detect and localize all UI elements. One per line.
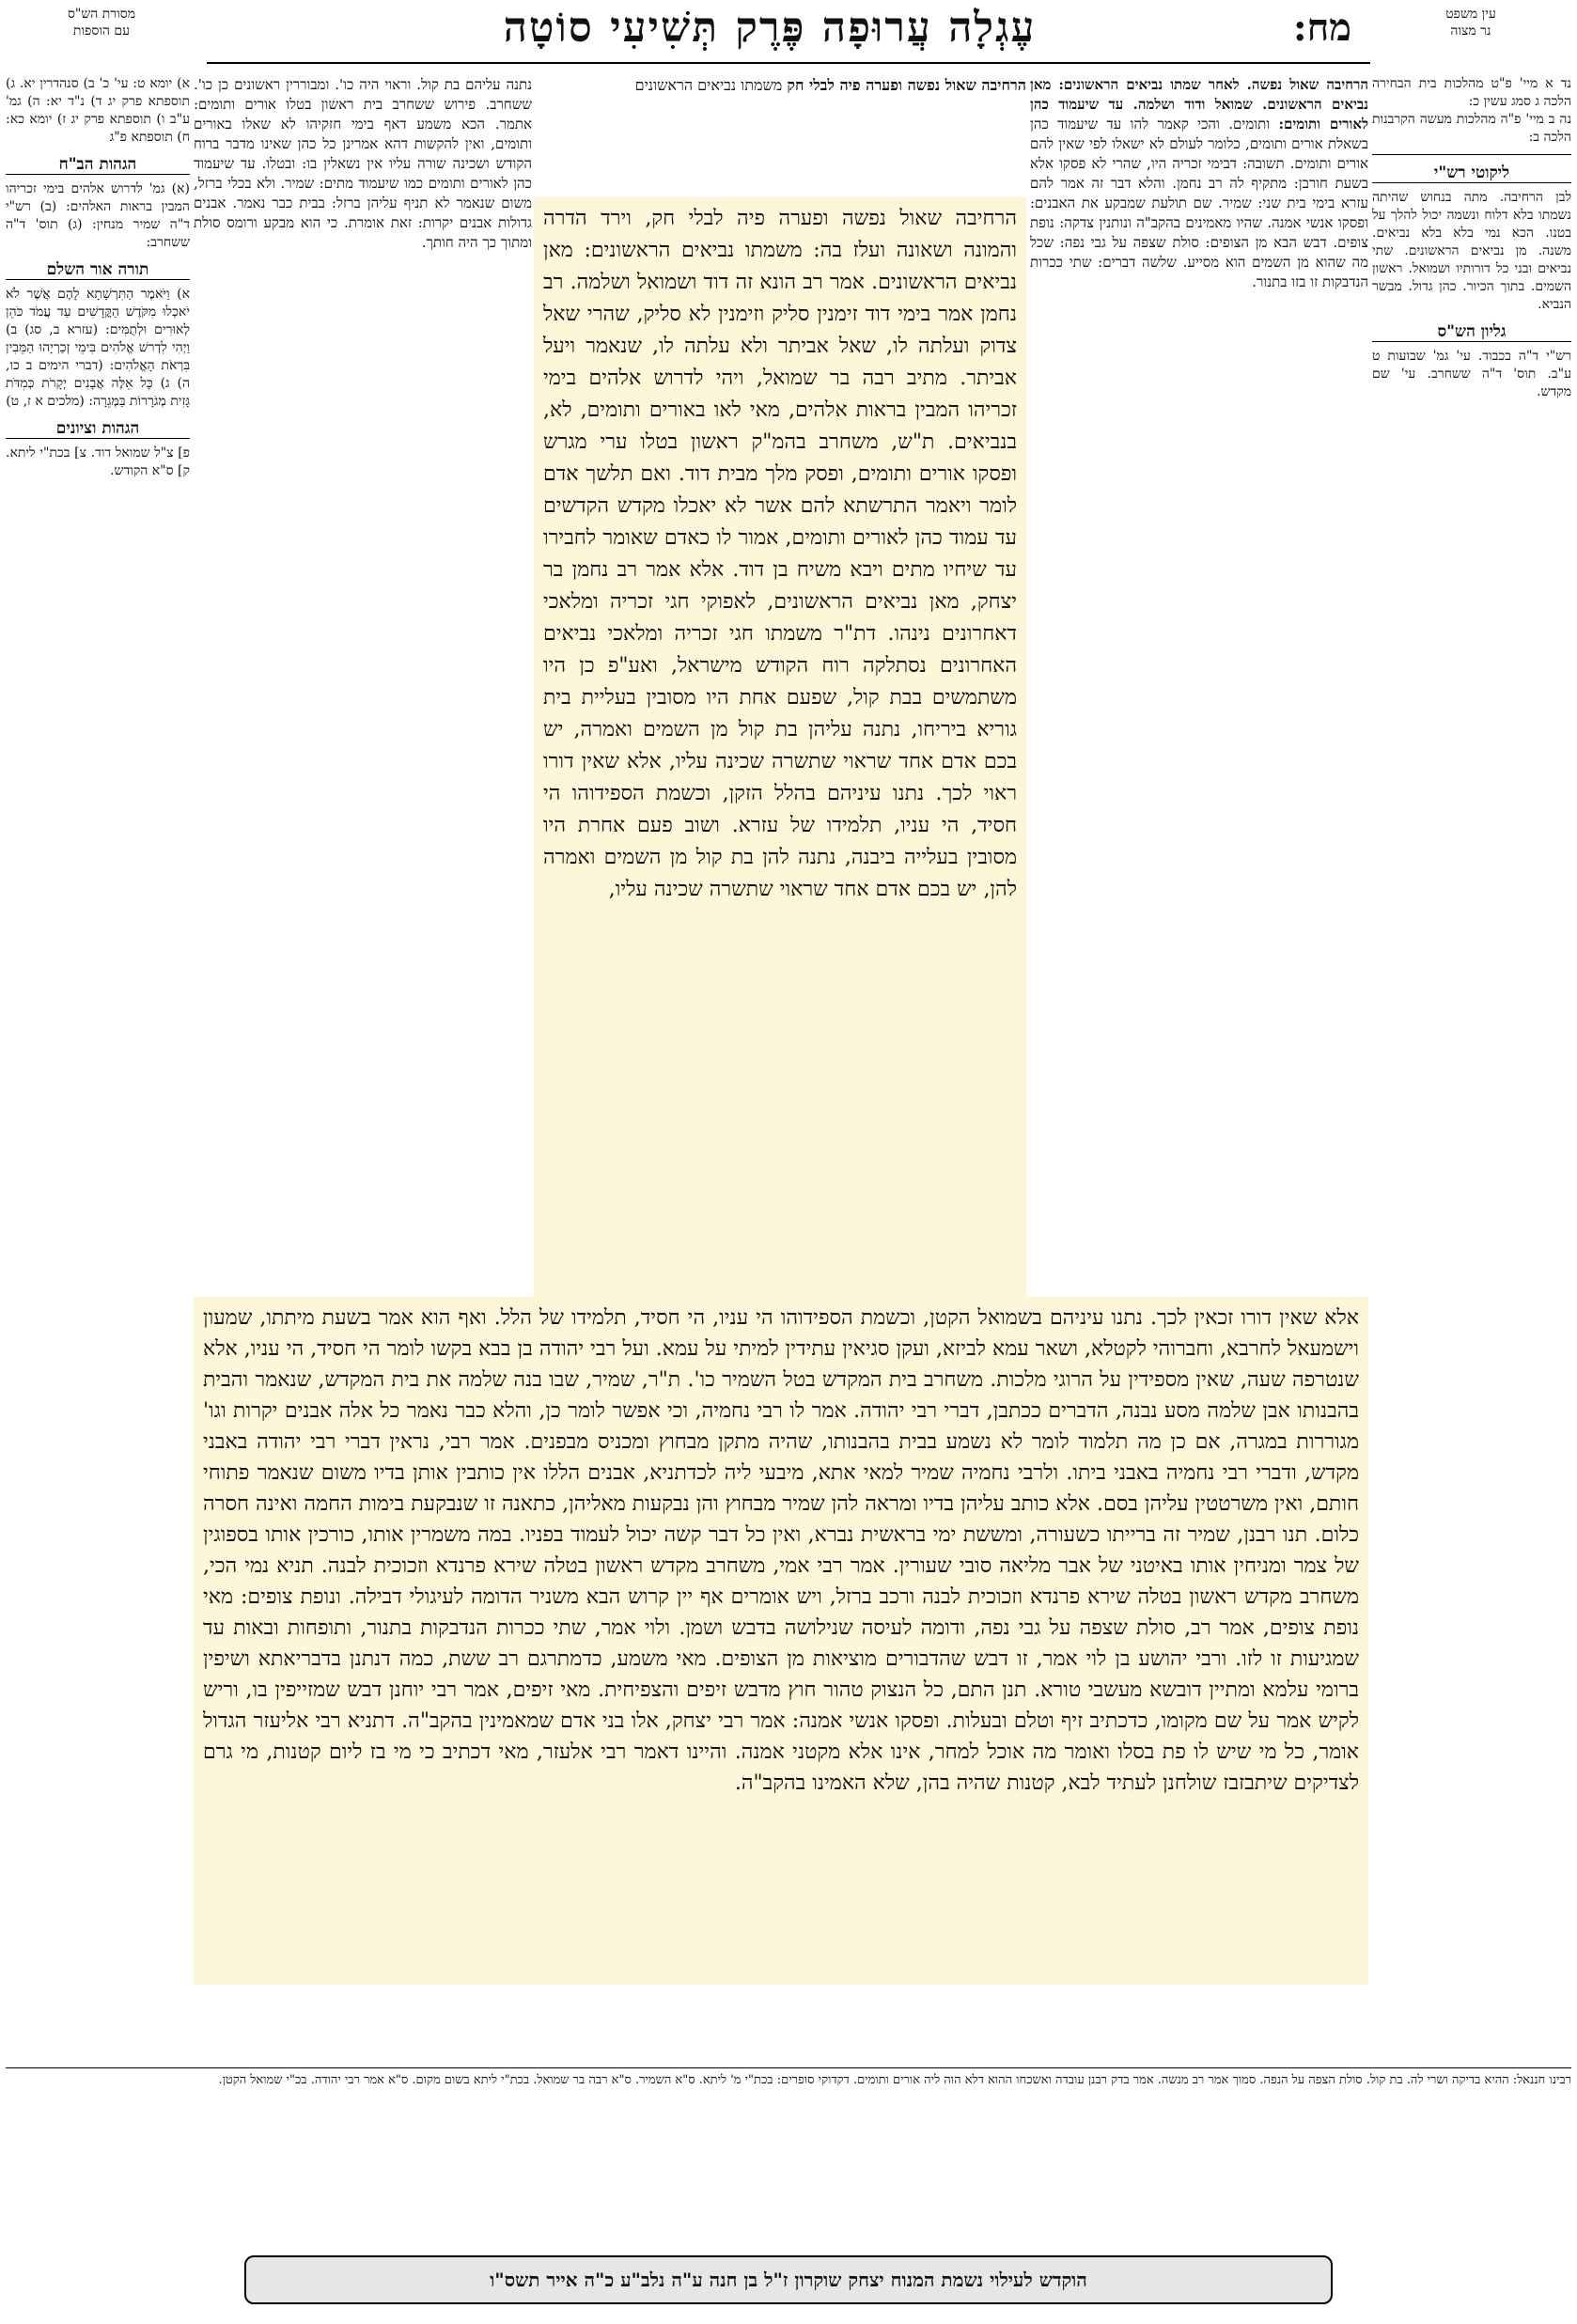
gemara-wide-content: אלא שאין דורו זכאין לכך. נתנו עיניהם בשמואל הקטן, וכשמת הספידוהו הי עניו, הי חסיד, תלמידו של הלל. ואף הוא אמר בשעת מיתתו, שמעון וישמעאל לחרבא, וחברוהי לקטלא, ושאר עמא לביזא, ועקן סגיאין עתידין למיתי על עמא. ועל רבי יהודה בן בבא בקשו לומר הי חסיד, הי עניו, אלא שנטרפה שעה, שאין מספידין על הרוגי מלכות. משחרב בית המקדש בטל השמיר כו'. ת"ר, שמיר, שבו בנה שלמה את בית המקדש, שנאמר והבית בהבנותו אבן שלמה מסע נבנה, הדברים ככתבן, דברי רבי יהודה. אמר לו רבי נחמיה, וכי אפשר לומר כן, והלא כבר נאמר כל אלה אבנים יקרות וגו' מגוררות במגרה, אם כן מה תלמוד לומר לא נשמע בבית בהבנותו, שהיה מתקן מבחוץ ומכניס מבפנים. אמר רבי, נראין דברי רבי יהודה באבני מקדש, ודברי רבי נחמיה באבני ביתו. ולרבי נחמיה שמיר למאי אתא, מיבעי ליה לכדתניא, אבנים הללו אין כותבין אותן בדיו משום שנאמר פתוחי חותם, ואין משרטטין עליהן בסם. אלא כותב עליהן בדיו ומראה להן שמיר מבחוץ והן נבקעות מאליהן, כתאנה זו שנבקעת בימות החמה ואינה חסרה כלום. תנו רבנן, שמיר זה ברייתו כשעורה, ומששת ימי בראשית נברא, ואין כל דבר קשה יכול לעמוד בפניו. במה משמרין אותו, כורכין אותו בספוגין של צמר ומניחין אותו באיטני של אבר מליאה סובי שעורין. אמר רבי אמי, משחרב מקדש ראשון בטלה שירא פרנדא וזכוכית לבנה. תניא נמי הכי, משחרב מקדש ראשון בטלה שירא פרנדא וזכוכית לבנה ורכב ברזל, ויש אומרים אף יין קרוש הבא משניר הדומה לעיגולי דבילה. ונופת צופים: מאי נופת צופים, אמר רב, סולת שצפה על גבי נפה, ודומה לעיסה שנילושה בדבש ושמן. ולוי אמר, שתי ככרות הנדבקות בתנור, ותופחות ובאות עד שמגיעות זו לזו. ורבי יהושע בן לוי אמר, זו דבש שהדבורים מוציאות מן הצופים. מאי משמע, כדמתרגם רב ששת, כמה דנתנן בדבריאתא ושיפין ברומי עלמא ומתיין דובשא מעשבי טורא. תנן התם, כל הנצוק טהור חוץ מדבש זיפים והצפיחית. מאי זיפים, אמר רבי יוחנן דבש שמזייפין בו, וריש לקיש אמר על שם מקומו, כדכתיב זיף וטלם ובעלות. ופסקו אנשי אמנה: אמר רבי יצחק, אלו בני אדם שמאמינין בהקב"ה. דתניא רבי אליעזר הגדול אומר, כל מי שיש לו פת בסלו ואומר מה אוכל למחר, אינו אלא מקטני אמנה. והיינו דאמר רבי אלעזר, מאי דכתיב כי מי בז ליום קטנות, מי גרם לצדיקים שיתבזבז שולחנן לעתיד לבא, קטנות שהיה בהן, שלא האמינו בהקב"ה.: [203, 1306, 1359, 1795]
masoret-hashas-text: א) יומא ט: עי' כ' ב) סנהדרין יא. ג) תוספתא פרק יג ד) נ"ד יא: ה) גמ' ע"ב ו) תוספתא פרק יג ז) יומא כא: ח) תוספתא פ"ג: [6, 76, 190, 145]
daf-number: מח:: [1292, 6, 1351, 50]
gemara-top-wrap: [534, 75, 1026, 195]
gemara-text: הרחיבה שאול נפשה ופערה פיה לבלי חק, וירד הדרה והמונה ושאונה ועלז בה: משמתו נביאים הראשונים: מאן נביאים הראשונים. אמר רב הונא זה דוד ושמואל ושלמה. רב נחמן אמר בימי דוד זימנין סליק וזימנין לא סליק, שהרי שאל צדוק ועלתה לו, שאל אביתר ולא עלתה לו, שנאמר ויעל אביתר. מתיב רבה בר שמואל, ויהי לדרוש אלהים בימי זכריהו המבין בראות אלהים, מאי לאו באורים ותומים, לא, בנביאים. ת"ש, משחרב בהמ"ק ראשון בטלו ערי מגרש ופסקו אורים ותומים, ופסק מלך מבית דוד. ואם תלשך אדם לומר ויאמר התרשתא להם אשר לא יאכלו מקדש הקדשים עד עמוד כהן לאורים ותומים, אמור לו כאדם שאומר לחבירו עד שיחיו מתים ויבא משיח בן דוד. אלא אמר רב נחמן בר יצחק, מאן נביאים הראשונים, לאפוקי חגי זכריה ומלאכי דאחרונים נינהו. דת"ר משמתו חגי זכריה ומלאכי נביאים האחרונים נסתלקה רוח הקודש מישראל, ואע"פ כן היו משתמשים בבת קול, שפעם אחת היו מסובין בעליית בית גוריא ביריחו, נתנה עליהן בת קול מן השמים ואמרה, יש בכם אדם אחד שראוי שתשרה שכינה עליו, אלא שאין דורו ראוי לכך. נתנו עיניהם בהלל הזקן, וכשמת הספידוהו הי חסיד, הי עניו, תלמידו של עזרא. ושוב פעם אחרת היו מסובין בעלייה ביבנה, נתנה להן בת קול מן השמים ואמרה להן, יש בכם אדם אחד שראוי שתשרה שכינה עליו,: [543, 207, 1017, 901]
divider: [1372, 154, 1571, 155]
rashi-top: הרחיבה שאול נפשה. לאחר שמתו נביאים הראשונים: מאן נביאים הראשונים. שמואל ודוד ושלמה. עד שיעמוד כהן לאורים ותומים:: [1030, 76, 1368, 133]
rashi-text: ותומים. והכי קאמר להו עד שיעמוד כהן בשאלת אורים ותומים, כלומר לעולם לא ישאלו לפי שאין להם אורים ותומים. תשובה: דבימי זכריה היו, שהרי לא פסקו אלא בשעת חורבן: מתקיף לה רב נחמן. והלא דבר זה אמר להם עזרא בימי בית שני: שמיר. שם תולעת שמבקע את האבנים: ופסקו אנשי אמנה. שהיו מאמינים בהקב"ה ונותנין צדקה: נופת צופים. דבש הבא מן הצופים: סולת שצפה על גבי נפה: שכל מה שהוא מן השמים הוא מסייע. שלשה דברים: שתי ככרות הנדבקות זו בזו בתנור.: [1030, 116, 1368, 290]
hagahot-tziyunim-title: הגהות וציונים: [6, 420, 190, 439]
left-margin-column: [6, 75, 190, 2086]
likutei-rashi-text: לבן הרחיבה. מתה בנחוש שהיתה נשמתו בלא דלוח ונשמה יכול להלך על בטנו. הכא נמי בלא בלא נביאים. משנה. מן נביאים הראשונים. שתי נביאים ובני כל דורותיו ושמואל. ראשון השמים. בתוך הכיור. כהן גדול. מבשר הנביא.: [1372, 190, 1571, 312]
hosafot-label: עם הוספות: [72, 23, 131, 39]
mishnah-title: משמתו נביאים הראשונים: [634, 76, 783, 94]
masoret-header: [8, 6, 195, 39]
torah-or-text: א) וַיֹּאמֶר הַתִּרְשָׁתָא לָהֶם אֲשֶׁר לֹא יֹאכְלוּ מִקֹּדֶשׁ הַקֳּדָשִׁים עַד עֲמֹד כֹּהֵן לְאוּרִים וּלְתֻמִּים: (עזרא ב, סג) ב) וַיְהִי לִדְרשׁ אֱלֹהִים בִּימֵי זְכַרְיָהוּ הַמֵּבִין בִּרְאֹת הָאֱלֹהִים: (דברי הימים ב כו, ה) ג) כָּל אֵלֶּה אֲבָנִים יְקָרֹת כְּמִדֹּת גָּזִית מְגֹרָרוֹת בַּמְּגֵרָה: (מלכים א ז, ט): [6, 287, 190, 409]
ein-mishpat-label: עין משפט: [1445, 7, 1496, 22]
gemara-main-text: [534, 197, 1026, 1308]
torah-or-title: תורה אור השלם: [6, 261, 190, 280]
hagahot-habach-title: הגהות הב"ח: [6, 156, 190, 175]
notes-text: רבינו חננאל: ההיא בדיקה ושרי לה. בת קול. סולת הצפה על הנפה. סמוך אמר רב מנשה. אמר בדק רבנן עובדה ואשכחו ההוא דלא הוה ליה אורים ותומים. דקדוקי סופרים: בכת"י מ' ליתא. ס"א השמיר. ס"א רבה בר שמואל. בכת"י ליתא בשום מקום. ס"א אמר רבי יהודה. בכ"י שמואל הקטן.: [218, 2073, 1571, 2087]
gilyon-hashas-text: רש"י ד"ה בכבוד. עי' גמ' שבועות ט ע"ב. תוס' ד"ה ששחרב. עי' שם מקדש.: [1372, 349, 1571, 399]
gilyon-hashas-title: גליון הש"ס: [1372, 323, 1571, 342]
right-margin-column: [1372, 75, 1571, 2086]
tosafot-text: נתנה עליהם בת קול. וראוי היה כו'. ומבוררין ראשונים כן כו'. ששחרב. פירוש ששחרב בית ראשון בטלו אורים ותומים: אתמר. הכא משמע דאף בימי חזקיהו לא שאלו באורים ותומים, ואין להקשות דהא אמרינן כל כהן שאינו מדבר ברוח הקודש ושכינה שורה עליו אין נשאלין בו: ובטלו. עד שיעמוד כהן לאורים ותומים כמו שיעמוד מתים: שמיר. ולא בכלי ברזל, משום שנאמר לא תניף עליהן ברזל: בבית כבר נאמר. אבנים גדולות אבנים יקרות: זאת אומרת. כי הוא מבקע ורומס סולת ומתוך כך היה חותך.: [194, 76, 532, 251]
header-rule: [207, 62, 1370, 64]
page-title: עֶגְלָה עֲרוּפָה פֶּרֶק תְּשִׁיעִי סוֹטָה: [503, 4, 1037, 52]
hagahot-tziyunim-text: פ] צ"ל שמואל דוד. צ] בכת"י ליתא. ק] ס"א הקודש.: [6, 445, 190, 478]
ner-mitzvah-label: נר מצוה: [1450, 23, 1491, 39]
tosafot-commentary: [194, 75, 532, 1297]
gemara-top-heading: הרחיבה שאול נפשה ופערה פיה לבלי חק: [787, 76, 1026, 94]
dedication-box: הוקדש לעילוי נשמת המנוח יצחק שוקרון ז"ל בן חנה ע"ה נלב"ע כ"ה אייר תשס"ו: [244, 2255, 1333, 2304]
ein-mishpat-header: [1372, 6, 1569, 39]
hagahot-habach-text: (א) גמ' לדרוש אלהים בימי זכריהו המבין בראות האלהים: (ב) רש"י ד"ה שמיר מנחין: (ג) תוס' ד"ה ששחרב:: [6, 181, 190, 250]
masoret-label: מסורת הש"ס: [67, 7, 136, 22]
bottom-notes: [6, 2067, 1571, 2232]
gemara-wide-text: [194, 1297, 1368, 1985]
ein-mishpat-text: נד א מיי' פ"ט מהלכות בית הבחירה הלכה ג סמג עשין כ: נה ב מיי' פ"ה מהלכות מעשה הקרבנות הלכה ב:: [1372, 76, 1571, 145]
likutei-rashi-title: ליקוטי רש"י: [1372, 164, 1571, 183]
rashi-commentary: [1030, 75, 1368, 1297]
